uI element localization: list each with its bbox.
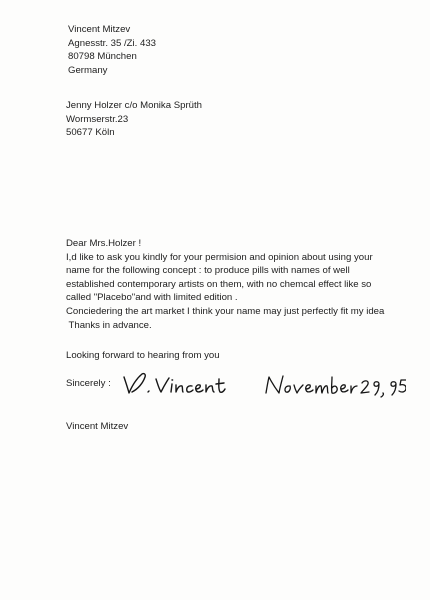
body-line: I,d like to ask you kindly for your permision and opinion about using your xyxy=(66,251,373,263)
salutation: Dear Mrs.Holzer ! xyxy=(66,238,142,249)
body-line: called "Placebo"and with limited edition . xyxy=(66,292,238,304)
recipient-address xyxy=(66,99,202,140)
recipient-street: Wormserstr.23 xyxy=(66,113,129,125)
body-line: Conciedering the art market I think your name may just perfectly fit my idea xyxy=(66,305,385,317)
letter-body xyxy=(66,237,384,332)
handwritten-signature-and-date xyxy=(66,369,406,401)
signature-mark xyxy=(124,374,225,393)
printed-name: Vincent Mitzev xyxy=(66,421,129,432)
sign-label: Sincerely : xyxy=(66,378,111,389)
recipient-city: 50677 Köln xyxy=(66,127,115,139)
body-line: established contemporary artists on them, with no chemcal effect like so xyxy=(66,278,372,290)
sender-address xyxy=(68,23,156,77)
signature-row xyxy=(66,369,406,399)
body-line: name for the following concept : to produce pills with names of well xyxy=(66,265,350,277)
closing-line: Looking forward to hearing from you xyxy=(66,350,220,361)
handwritten-date-mark xyxy=(266,376,406,397)
body-line: Thanks in advance. xyxy=(66,319,152,331)
sender-city: 80798 München xyxy=(68,51,137,63)
recipient-name: Jenny Holzer c/o Monika Sprüth xyxy=(66,100,202,111)
sender-name: Vincent Mitzev xyxy=(68,24,131,35)
sender-country: Germany xyxy=(68,64,108,76)
sender-street: Agnesstr. 35 /Zi. 433 xyxy=(68,37,156,49)
